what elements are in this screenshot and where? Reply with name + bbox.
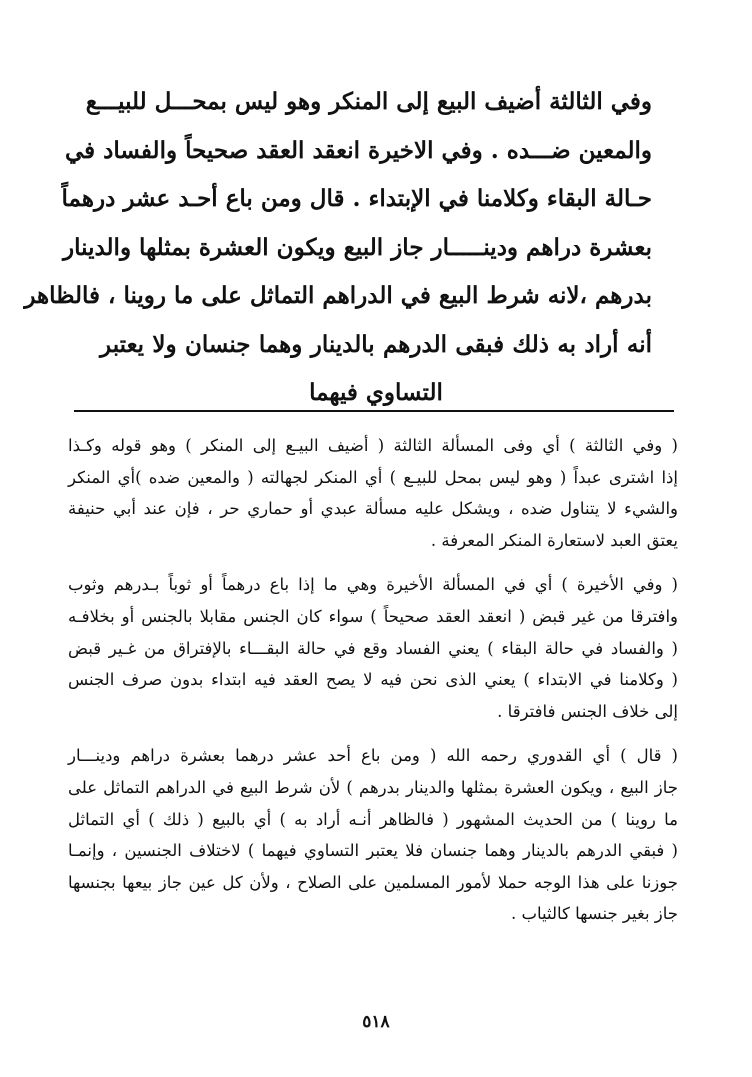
commentary-line: إلى خلاف الجنس فافترقا . [497, 701, 678, 721]
commentary-line: ما روينا ) من الحديث المشهور ( فالظاهر أنـه أراد به ) أي بالبيع ( ذلك ) أي التماثل [68, 809, 678, 829]
commentary-paragraph [68, 740, 678, 930]
main-text-line: بعشرة دراهم ودينـــــار جاز البيع ويكون العشرة بمثلها والدينار [63, 233, 652, 261]
main-text-line: حـالة البقاء وكلامنا في الإبتداء . قال ومن باع أحـد عشر درهماً [61, 185, 652, 212]
commentary-line: والشيء لا يتناول ضده ، ويشكل عليه مسألة عبدي أو حماري حر ، فإن عند أبي حنيفة [68, 499, 678, 519]
main-text-line: والمعين ضـــده . وفي الاخيرة انعقد العقد صحيحاً والفساد في [64, 136, 652, 164]
page-number: ٥١٨ [362, 1012, 390, 1032]
main-text-line: بدرهم ،لانه شرط البيع في الدراهم التماثل على ما روينا ، فالظاهر [24, 282, 652, 309]
commentary-paragraph [68, 430, 678, 556]
commentary-line: ( والفساد في حالة البقاء ) يعني الفساد وقع في حالة البقـــاء بالإفتراق من غـير قبض [68, 638, 678, 658]
commentary-line: ( وفي الثالثة ) أي وفى المسألة الثالثة ( أضيف البيـع إلى المنكر ) وهو قوله وكـذا [68, 436, 678, 455]
commentary-line: إذا اشترى عبداً ( وهو ليس بمحل للبيـع ) أي المنكر لجهالته ( والمعين ضده )أي المنكر [68, 467, 678, 487]
commentary-line: ( وكلامنا في الابتداء ) يعني الذى نحن فيه لا يصح العقد فيه ابتداء بدون صرف الجنس [68, 670, 678, 690]
main-text-line: أنه أراد به ذلك فبقى الدرهم بالدينار وهما جنسان ولا يعتبر [100, 330, 652, 358]
section-divider [74, 410, 674, 412]
commentary-paragraph [68, 569, 678, 727]
main-text-line: وفي الثالثة أضيف البيع إلى المنكر وهو ليس بمحـــل للبيـــع [85, 88, 652, 115]
commentary-line: ( فبقي الدرهم بالدينار وهما جنسان فلا يعتبر التساوي فيهما ) لاختلاف الجنسين ، وإنمـا [68, 841, 678, 861]
commentary-line: وافترقا من غير قبض ( انعقد العقد صحيحاً ) سواء كان الجنس مقابلا بالجنس أو بخلافـه [68, 606, 678, 626]
commentary-line: ( قال ) أي القدوري رحمه الله ( ومن باع أحد عشر درهما بعشرة دراهم ودينـــار [68, 746, 678, 766]
commentary-block [68, 430, 678, 943]
commentary-line: يعتق العبد لاستعارة المنكر المعرفة . [430, 530, 678, 550]
commentary-line: جاز البيع ، ويكون العشرة بمثلها والدينار بدرهم ) لأن شرط البيع في الدراهم التماثل على [68, 777, 678, 797]
main-text-block [24, 78, 652, 418]
main-text-line: التساوي فيهما [309, 379, 443, 406]
commentary-line: جوزنا على هذا الوجه حملا لأمور المسلمين على الصلاح ، ولأن كل عين جاز بيعها بجنسها [68, 872, 678, 892]
commentary-line: جاز بغير جنسها كالثياب . [510, 904, 678, 924]
commentary-line: ( وفي الأخيرة ) أي في المسألة الأخيرة وهي ما إذا باع درهماً أو ثوباً بـدرهم وثوب [68, 575, 678, 595]
